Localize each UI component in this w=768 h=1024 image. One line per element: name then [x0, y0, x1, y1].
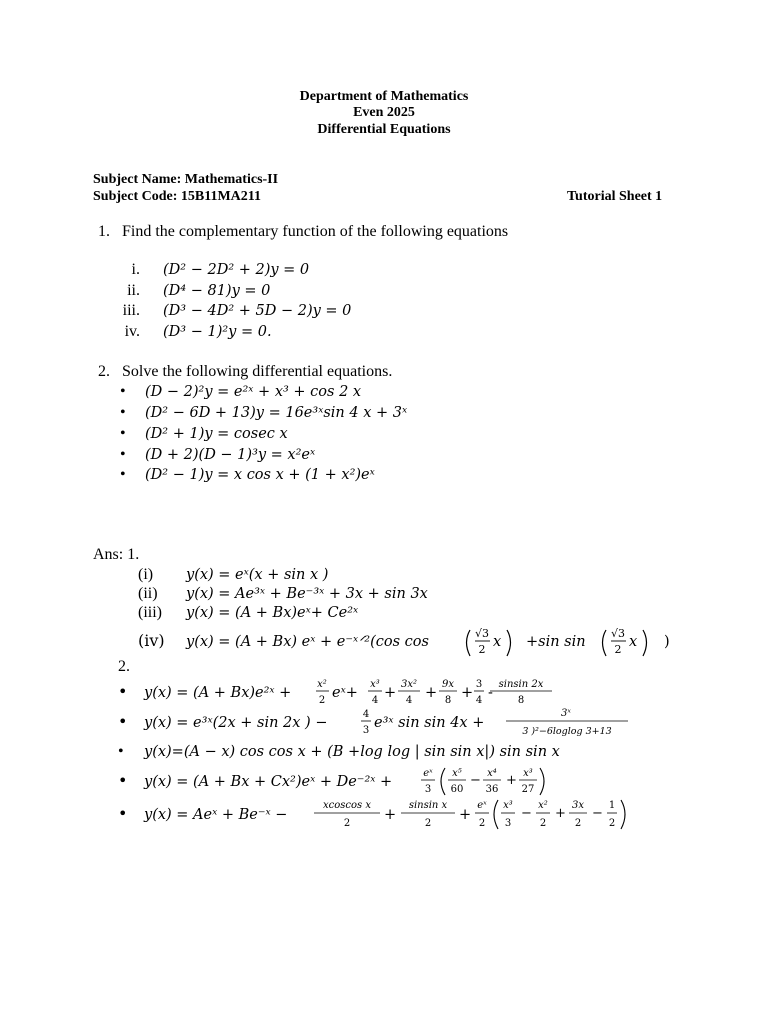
ans1-item-equation-c: ): [664, 634, 670, 650]
eq-term: +: [425, 685, 438, 701]
frac-num: 4: [362, 709, 370, 720]
frac-num: x²: [317, 679, 327, 690]
frac-num: 3ˣ: [561, 708, 571, 719]
eq-term: −: [521, 806, 532, 821]
eq-term: +: [384, 807, 397, 823]
q2-item-equation: (D² − 6D + 13)y = 16e³ˣsin 4 x + 3ˣ: [145, 405, 408, 421]
q2-item-equation: (D + 2)(D − 1)³y = x²eˣ: [145, 447, 316, 463]
tutorial-sheet-label: Tutorial Sheet 1: [567, 189, 663, 204]
frac-den: 4: [371, 695, 379, 706]
q2-number: 2.: [98, 363, 110, 380]
ans2-eq-pre: y(x) = e³ˣ(2x + sin 2x ) −: [144, 715, 328, 731]
bullet-icon: •: [118, 712, 128, 731]
frac-den: 2: [478, 643, 486, 656]
frac-den: 27: [521, 784, 535, 795]
frac-den: 4: [405, 695, 413, 706]
q1-item-label: iv.: [124, 323, 140, 340]
subject-name: Subject Name: Mathematics-II: [93, 172, 279, 187]
frac-den: 2: [478, 818, 486, 829]
course-title: Differential Equations: [317, 122, 451, 137]
ans1-item-label: (iii): [138, 604, 162, 621]
bullet-icon: •: [120, 446, 126, 463]
frac-den: 4: [475, 695, 483, 706]
frac-num: √3: [610, 627, 626, 640]
eq-term: e³ˣ sin sin 4x +: [374, 715, 485, 731]
frac-den: 2: [614, 643, 622, 656]
frac-num: sinsin x: [408, 800, 448, 811]
ans2-item: [118, 764, 638, 800]
ans1-item-label: (i): [138, 566, 154, 583]
ans1-item-equation: y(x) = (A + Bx)eˣ+ Ce²ˣ: [186, 605, 359, 621]
bullet-icon: •: [120, 404, 126, 421]
paren-left: [603, 630, 607, 656]
ans2-equation: y(x)=(A − x) cos cos x + (B +log log | sin sin x|) sin sin x: [144, 744, 560, 760]
paren-left: [441, 768, 445, 795]
ans1-item-equation-b: +sin sin: [526, 634, 586, 650]
frac-num: eˣ: [477, 800, 487, 811]
eq-term: -: [488, 685, 493, 701]
q2-text: Solve the following differential equations.: [122, 363, 393, 380]
frac-var: x: [629, 634, 638, 650]
bullet-icon: •: [118, 771, 128, 790]
frac-den: 60: [450, 784, 464, 795]
bullet-icon: •: [118, 804, 128, 823]
q1-item-equation: (D⁴ − 81)y = 0: [163, 283, 271, 299]
q2-item-equation: (D − 2)²y = e²ˣ + x³ + cos 2 x: [145, 384, 362, 400]
frac-den: 3: [362, 725, 370, 736]
ans1-item-label: (iv): [138, 631, 165, 650]
term-title: Even 2025: [353, 105, 415, 120]
ans2-eq-pre: y(x) = (A + Bx)e²ˣ +: [144, 685, 292, 701]
frac-var: x: [493, 634, 502, 650]
q1-number: 1.: [98, 223, 110, 240]
frac-den: 2: [608, 818, 616, 829]
ans2-item: [118, 675, 638, 709]
paren-right: [621, 800, 625, 829]
frac-num: x³: [523, 768, 533, 779]
bullet-icon: •: [120, 425, 126, 442]
q1-item-equation: (D² − 2D² + 2)y = 0: [163, 262, 310, 278]
eq-term: eˣ+: [332, 685, 358, 701]
frac-den: 2: [574, 818, 582, 829]
eq-term: −: [592, 806, 603, 821]
ans1-item-iv: [138, 622, 678, 662]
ans2-eq-pre: y(x) = Aeˣ + Be⁻ˣ −: [144, 807, 288, 823]
ans2-item: [118, 797, 638, 833]
frac-num: eˣ: [423, 768, 433, 779]
frac-den: 3: [504, 818, 512, 829]
frac-den: 2: [424, 818, 432, 829]
q1-item-label: i.: [131, 261, 140, 278]
q1-text: Find the complementary function of the following equations: [122, 223, 509, 240]
frac-num: xcoscos x: [323, 800, 371, 811]
frac-den: 8: [517, 695, 525, 706]
frac-num: 9x: [441, 679, 455, 690]
eq-term: +: [506, 773, 517, 788]
ans1-item-equation-a: y(x) = (A + Bx) eˣ + e⁻ˣᐟ²(cos cos: [186, 634, 429, 650]
paren-right: [540, 768, 544, 795]
q1-item-label: iii.: [122, 302, 140, 319]
frac-num: x³: [370, 679, 380, 690]
eq-term: +: [555, 806, 566, 821]
frac-den: 2: [539, 818, 547, 829]
q2-item-equation: (D² + 1)y = cosec x: [145, 426, 288, 442]
frac-num: 3: [475, 679, 483, 690]
bullet-icon: •: [118, 743, 124, 760]
eq-term: +: [461, 685, 474, 701]
department-title: Department of Mathematics: [299, 89, 469, 104]
ans2-eq-pre: y(x) = (A + Bx + Cx²)eˣ + De⁻²ˣ +: [144, 774, 393, 790]
frac-num: x²: [538, 800, 548, 811]
frac-num: sinsin 2x: [498, 679, 544, 690]
frac-den: 8: [444, 695, 452, 706]
q1-item-label: ii.: [127, 282, 140, 299]
bullet-icon: •: [120, 466, 126, 483]
eq-term: −: [470, 773, 481, 788]
answers-title: Ans: 1.: [93, 546, 140, 563]
frac-num: x⁴: [487, 768, 497, 779]
bullet-icon: •: [118, 682, 128, 701]
q2-item-equation: (D² − 1)y = x cos x + (1 + x²)eˣ: [145, 467, 375, 483]
ans1-item-label: (ii): [138, 585, 158, 602]
frac-num: 3x: [571, 800, 585, 811]
frac-den: 36: [485, 784, 499, 795]
ans2-label: 2.: [118, 658, 130, 675]
frac-den: 3 )²−6loglog 3+13: [522, 726, 612, 737]
q1-item-equation: (D³ − 1)²y = 0.: [163, 324, 272, 340]
frac-num: 3x²: [400, 679, 418, 690]
eq-term: +: [459, 807, 472, 823]
ans1-item-equation: y(x) = eˣ(x + sin x ): [186, 567, 329, 583]
frac-den: 2: [343, 818, 351, 829]
q1-item-equation: (D³ − 4D² + 5D − 2)y = 0: [163, 303, 352, 319]
frac-num: x³: [503, 800, 513, 811]
frac-den: 3: [424, 784, 432, 795]
paren-left: [467, 630, 471, 656]
eq-term: +: [384, 685, 397, 701]
ans2-item: [118, 705, 638, 741]
bullet-icon: •: [120, 383, 126, 400]
paren-left: [494, 800, 498, 829]
paren-right: [643, 630, 647, 656]
ans1-item-equation: y(x) = Ae³ˣ + Be⁻³ˣ + 3x + sin 3x: [186, 586, 428, 602]
frac-num: x⁵: [452, 768, 462, 779]
frac-num: √3: [474, 627, 490, 640]
paren-right: [507, 630, 511, 656]
subject-code: Subject Code: 15B11MA211: [93, 189, 261, 204]
frac-den: 2: [318, 695, 326, 706]
frac-num: 1: [608, 800, 616, 811]
